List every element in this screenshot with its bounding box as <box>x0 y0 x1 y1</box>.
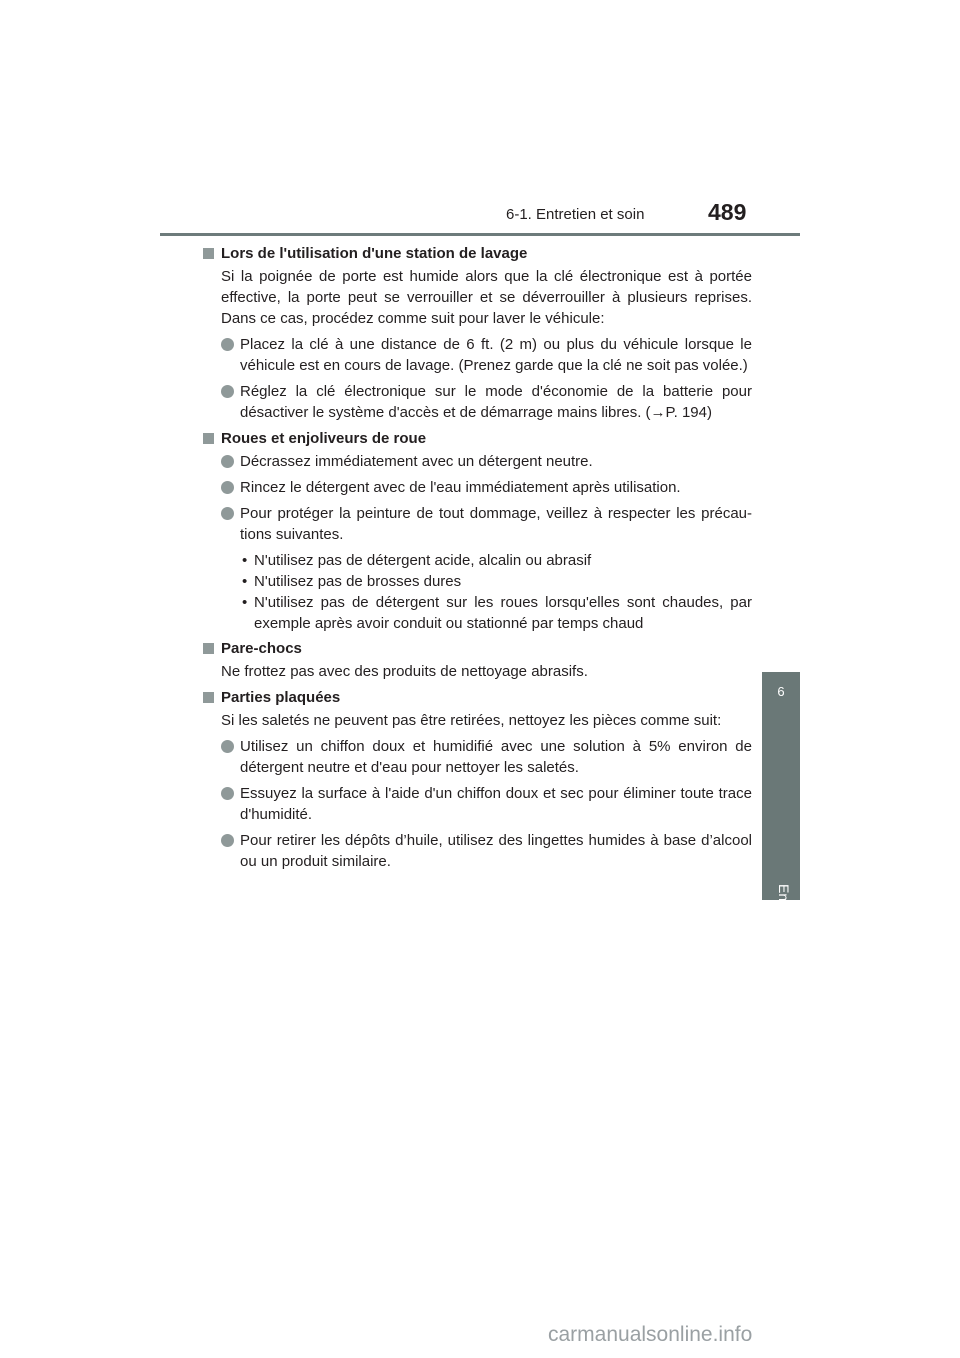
watermark-text: carmanualsonline.info <box>548 1323 753 1346</box>
circle-bullet-icon <box>221 740 234 753</box>
list-item <box>221 830 752 872</box>
heading-text: Pare-chocs <box>221 640 302 657</box>
circle-bullet-icon <box>221 385 234 398</box>
circle-bullet-icon <box>221 455 234 468</box>
sub-list <box>240 550 752 634</box>
list-item-text: Rincez le détergent avec de l'eau immédiatement après utilisation. <box>240 479 681 496</box>
list-item <box>221 451 752 472</box>
sub-list-item-text: N'utilisez pas de brosses dures <box>254 573 462 590</box>
section-heading-pare-chocs <box>203 638 752 659</box>
list-item <box>221 334 752 376</box>
sub-list-item <box>240 592 752 634</box>
sub-list-item <box>240 571 752 592</box>
heading-text: Roues et enjoliveurs de roue <box>221 430 427 447</box>
chapter-side-tab <box>762 672 800 1021</box>
list-item <box>221 503 752 545</box>
chapter-title: Entretien et nettoyage <box>776 884 792 1021</box>
section-heading-parties-plaquees <box>203 687 752 708</box>
heading-text: Parties plaquées <box>221 689 341 706</box>
circle-bullet-icon <box>221 834 234 847</box>
dot-marker: • <box>242 594 248 611</box>
list-item-text: Placez la clé à une distance de 6 ft. (2 m) ou plus du véhicule lorsque le véhicule est en cours de lavage. (Prenez garde que la clé ne soit pas volée.) <box>240 336 752 374</box>
section-intro: Si la poignée de porte est humide alors que la clé électronique est à portée effective, la porte peut se verrouiller et se déverrouiller à plusieurs reprises. Dans ce cas, procédez comme suit pour laver le véhicule: <box>221 268 752 327</box>
circle-bullet-icon <box>221 481 234 494</box>
list-item <box>221 477 752 498</box>
section-heading-station-lavage <box>203 243 752 264</box>
page-number: 489 <box>708 199 747 225</box>
page-content <box>221 243 752 877</box>
dot-marker: • <box>242 573 248 590</box>
section-intro: Ne frottez pas avec des produits de nettoyage abrasifs. <box>221 663 588 680</box>
list-item-text: Utilisez un chiffon doux et humidifié avec une solution à 5% environ de détergent neutre et d'eau pour nettoyer les saletés. <box>240 738 752 776</box>
list-item <box>221 381 752 423</box>
heading-text: Lors de l'utilisation d'une station de lavage <box>221 245 528 262</box>
sub-list-item-text: N'utilisez pas de détergent sur les roues lorsqu'elles sont chaudes, par exemple après avoir conduit ou stationné par temps chaud <box>254 594 752 632</box>
section-label: 6-1. Entretien et soin <box>506 206 645 223</box>
square-bullet-icon <box>203 248 214 259</box>
header-divider <box>160 233 800 236</box>
list-item-text: Pour retirer les dépôts d’huile, utilisez des lingettes humides à base d’alcool ou un produit similaire. <box>240 832 752 870</box>
list-item-text: Décrassez immédiatement avec un détergent neutre. <box>240 453 593 470</box>
sub-list-item <box>240 550 752 571</box>
page-header <box>0 0 960 240</box>
list-item-text: Pour protéger la peinture de tout dommage, veillez à respecter les précau-tions suivantes. <box>240 505 752 543</box>
square-bullet-icon <box>203 433 214 444</box>
list-item-text: Essuyez la surface à l'aide d'un chiffon doux et sec pour éliminer toute trace d'humidité. <box>240 785 752 823</box>
section-heading-roues <box>203 428 752 449</box>
sub-list-item-text: N'utilisez pas de détergent acide, alcalin ou abrasif <box>254 552 592 569</box>
list-item <box>221 783 752 825</box>
dot-marker: • <box>242 552 248 569</box>
square-bullet-icon <box>203 692 214 703</box>
circle-bullet-icon <box>221 338 234 351</box>
list-item <box>221 736 752 778</box>
chapter-number: 6 <box>777 684 785 699</box>
circle-bullet-icon <box>221 507 234 520</box>
list-item-text: Réglez la clé électronique sur le mode d'économie de la batterie pour désactiver le système d'accès et de démarrage mains libres. (→P. 194) <box>240 383 752 421</box>
square-bullet-icon <box>203 643 214 654</box>
circle-bullet-icon <box>221 787 234 800</box>
section-intro: Si les saletés ne peuvent pas être retirées, nettoyez les pièces comme suit: <box>221 712 722 729</box>
